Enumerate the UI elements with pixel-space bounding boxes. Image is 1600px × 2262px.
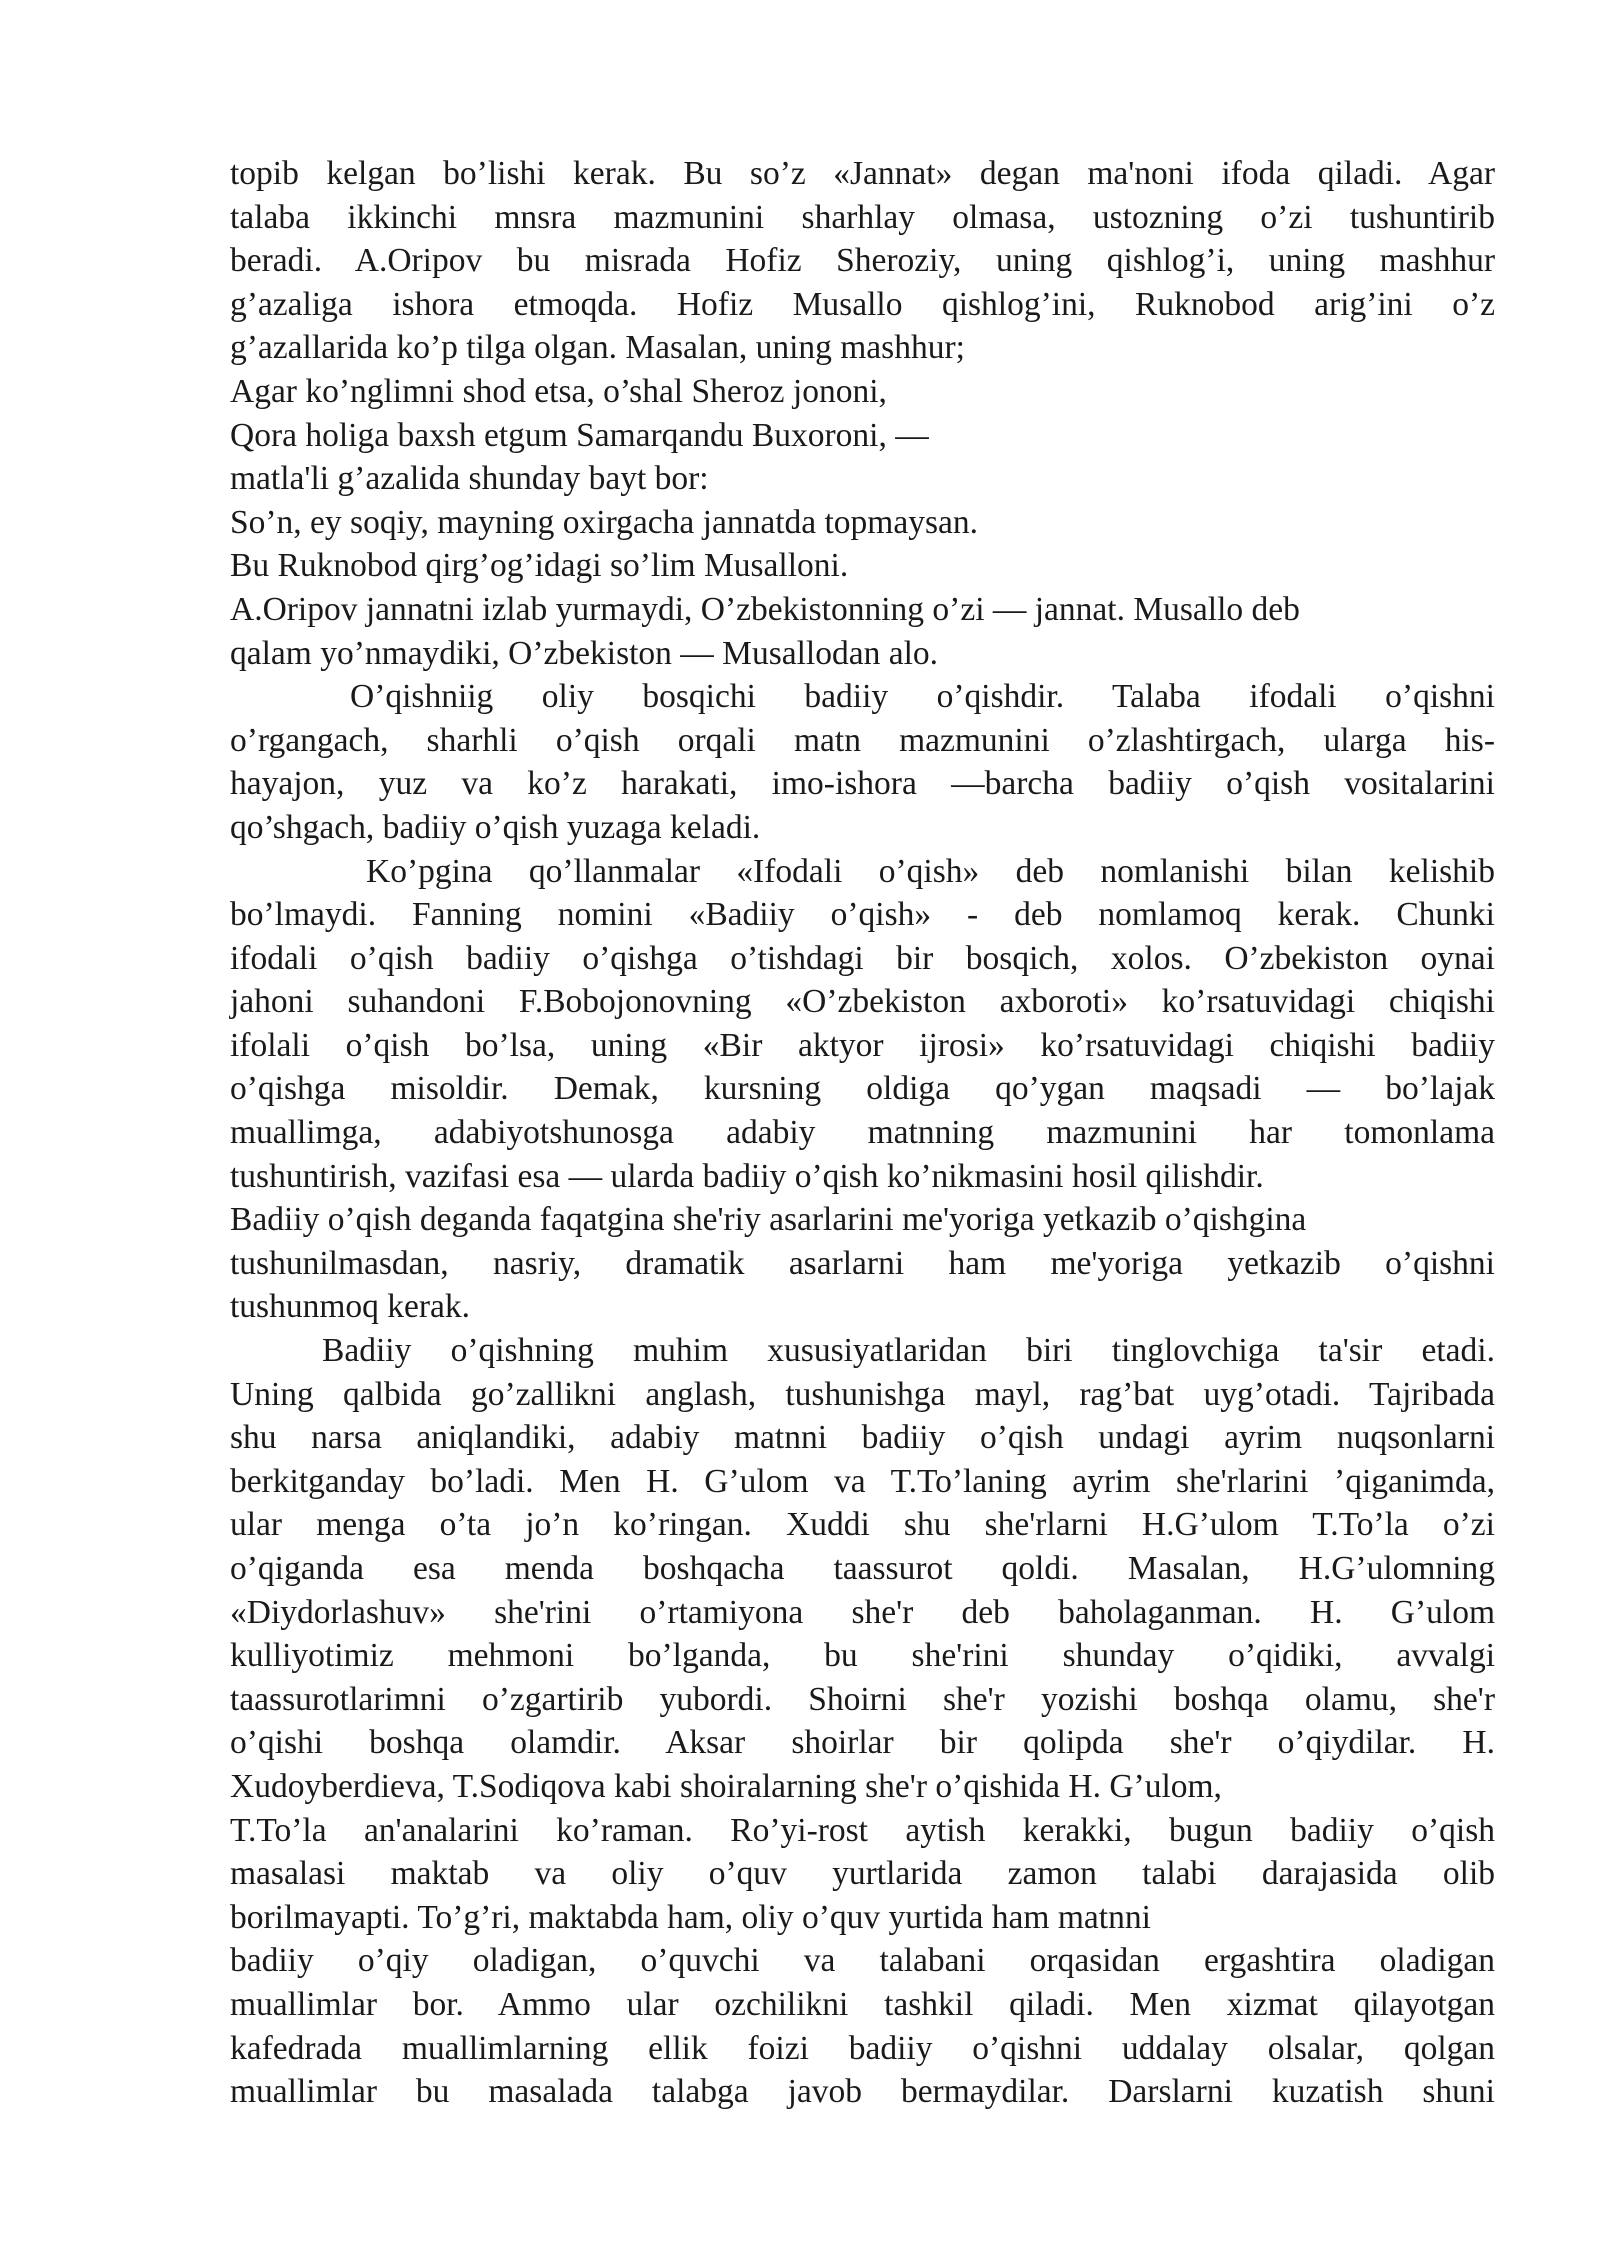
text-line: masalasi maktab va oliy o’quv yurtlarida zamon talabi darajasida olib (230, 1855, 1495, 1893)
text-line: Badiiy o’qish deganda faqatgina she'riy asarlarini me'yoriga yetkazib o’qishgina (230, 1201, 1307, 1239)
document-page (230, 152, 1495, 2114)
text-line: «Diydorlashuv» she'rini o’rtamiyona she'r deb baholaganman. H. G’ulom (230, 1593, 1495, 1631)
text-line: shu narsa aniqlandiki, adabiy matnni badiiy o’qish undagi ayrim nuqsonlarni (230, 1419, 1495, 1457)
text-line: O’qishniig oliy bosqichi badiiy o’qishdir. Talaba ifodali o’qishni (350, 678, 1495, 716)
text-line: A.Oripov jannatni izlab yurmaydi, O’zbekistonning o’zi — jannat. Musallo deb (230, 590, 1300, 628)
text-line: o’qiganda esa menda boshqacha taassurot qoldi. Masalan, H.G’ulomning (230, 1550, 1495, 1587)
text-line: muallimlar bor. Ammo ular ozchilikni tashkil qiladi. Men xizmat qilayotgan (230, 1985, 1495, 2023)
text-line: o’qishi boshqa olamdir. Aksar shoirlar bir qolipda she'r o’qiydilar. H. (230, 1724, 1495, 1762)
text-line: Ko’pgina qo’llanmalar «Ifodali o’qish» deb nomlanishi bilan kelishib (366, 852, 1495, 890)
text-line: jahoni suhandoni F.Bobojonovning «O’zbekiston axboroti» ko’rsatuvidagi chiqishi (230, 983, 1495, 1021)
text-line: ifodali o’qish badiiy o’qishga o’tishdagi bir bosqich, xolos. O’zbekiston oynai (230, 939, 1495, 977)
text-line: topib kelgan bo’lishi kerak. Bu so’z «Jannat» degan ma'noni ifoda qiladi. Agar (230, 155, 1495, 192)
text-line: Xudoyberdieva, T.Sodiqova kabi shoiralarning she'r o’qishida H. G’ulom, (230, 1767, 1222, 1805)
text-line: berkitganday bo’ladi. Men H. G’ulom va T.To’laning ayrim she'rlarini ’qiganimda, (230, 1462, 1495, 1500)
text-line: muallimga, adabiyotshunosga adabiy matnning mazmunini har tomonlama (230, 1114, 1495, 1152)
text-line: tushuntirish, vazifasi esa — ularda badiiy o’qish ko’nikmasini hosil qilishdir. (230, 1157, 1264, 1195)
text-line: Badiiy o’qishning muhim xususiyatlaridan biri tinglovchiga ta'sir etadi. (322, 1332, 1495, 1370)
text-line: tushunilmasdan, nasriy, dramatik asarlarni ham me'yoriga yetkazib o’qishni (230, 1244, 1495, 1282)
text-line: Uning qalbida go’zallikni anglash, tushunishga mayl, rag’bat uyg’otadi. Tajribada (230, 1375, 1495, 1413)
text-line: muallimlar bu masalada talabga javob bermaydilar. Darslarni kuzatish shuni (230, 2073, 1495, 2111)
text-line: bo’lmaydi. Fanning nomini «Badiiy o’qish» - deb nomlamoq kerak. Chunki (230, 896, 1495, 934)
text-line: ifolali o’qish bo’lsa, uning «Bir aktyor ijrosi» ko’rsatuvidagi chiqishi badiiy (230, 1026, 1495, 1064)
text-line: Bu Ruknobod qirg’og’idagi so’lim Musalloni. (230, 547, 849, 585)
text-line: ular menga o’ta jo’n ko’ringan. Xuddi shu she'rlarni H.G’ulom T.To’la o’zi (230, 1506, 1495, 1544)
text-line: o’rgangach, sharhli o’qish orqali matn mazmunini o’zlashtirgach, ularga his- (230, 721, 1495, 759)
text-line: talaba ikkinchi mnsra mazmunini sharhlay olmasa, ustozning o’zi tushuntirib (230, 198, 1495, 236)
text-line: badiiy o’qiy oladigan, o’quvchi va talabani orqasidan ergashtira oladigan (230, 1942, 1495, 1980)
text-line: beradi. A.Oripov bu misrada Hofiz Sheroziy, uning qishlog’i, uning mashhur (230, 242, 1495, 280)
text-line: qalam yo’nmaydiki, O’zbekiston — Musallodan alo. (230, 634, 939, 672)
text-line: Agar ko’nglimni shod etsa, o’shal Sheroz jononi, (230, 372, 887, 410)
text-line: g’azaliga ishora etmoqda. Hofiz Musallo qishlog’ini, Ruknobod arig’ini o’z (230, 285, 1495, 323)
text-line: taassurotlarimni o’zgartirib yubordi. Shoirni she'r yozishi boshqa olamu, she'r (230, 1680, 1495, 1718)
text-line: o’qishga misoldir. Demak, kursning oldiga qo’ygan maqsadi — bo’lajak (230, 1070, 1495, 1108)
text-line: matla'li g’azalida shunday bayt bor: (230, 460, 709, 498)
text-line: Qora holiga baxsh etgum Samarqandu Buxoroni, — (230, 416, 929, 454)
text-line: borilmayapti. To’g’ri, maktabda ham, oliy o’quv yurtida ham matnni (230, 1898, 1151, 1936)
text-line: tushunmoq kerak. (230, 1288, 471, 1326)
text-line: T.To’la an'analarini ko’raman. Ro’yi-rost aytish kerakki, bugun badiiy o’qish (230, 1811, 1495, 1849)
text-line: g’azallarida ko’p tilga olgan. Masalan, uning mashhur; (230, 329, 965, 367)
text-line: hayajon, yuz va ko’z harakati, imo-ishora —barcha badiiy o’qish vositalarini (230, 765, 1495, 803)
text-line: kafedrada muallimlarning ellik foizi badiiy o’qishni uddalay olsalar, qolgan (230, 2029, 1495, 2067)
text-line: qo’shgach, badiiy o’qish yuzaga keladi. (230, 808, 761, 846)
text-line: So’n, ey soqiy, mayning oxirgacha jannatda topmaysan. (230, 503, 979, 541)
text-line: kulliyotimiz mehmoni bo’lganda, bu she'rini shunday o’qidiki, avvalgi (230, 1637, 1495, 1675)
